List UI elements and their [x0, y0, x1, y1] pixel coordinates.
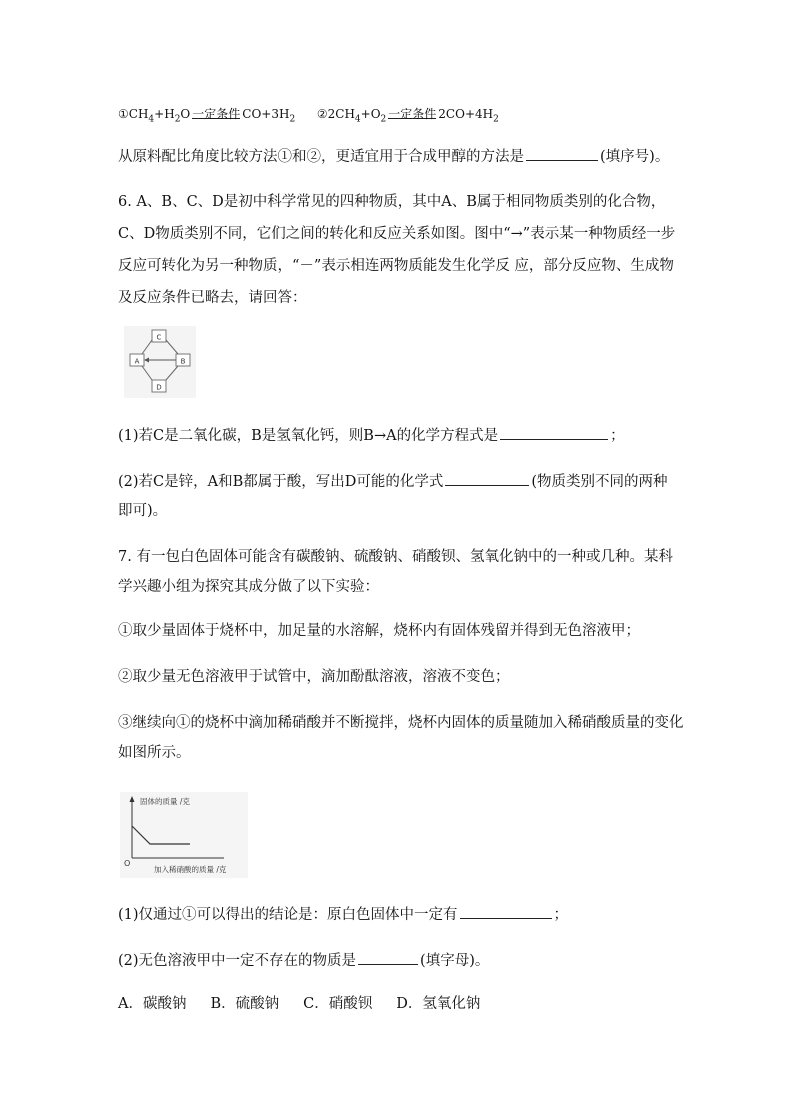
q7-sub2-blank[interactable] — [358, 950, 418, 965]
x-axis-label: 加入稀硝酸的质量 /克 — [154, 865, 227, 874]
option-d[interactable]: D．氢氧化钠 — [396, 996, 481, 1012]
label-c: C — [156, 333, 162, 342]
q6-sub2-line2: 即可)。 — [118, 503, 168, 519]
q6-sub2-blank[interactable] — [445, 471, 529, 486]
q5-answer-blank[interactable] — [526, 146, 598, 161]
q7-options — [118, 994, 480, 1014]
label-a: A — [134, 357, 140, 366]
q7-step-1: ①取少量固体于烧杯中，加足量的水溶解，烧杯内有固体残留并得到无色溶液甲； — [118, 623, 640, 639]
q6-sub2: (2)若C是锌，A和B都属于酸，写出D可能的化学式 (物质类别不同的两种 — [118, 471, 668, 492]
equation-line: $①CH_4+H_2O$ 一定条件 $CO+3H_2$ $②2CH_4+O_2$ 一定条件 $2CO+4H_2$ — [118, 107, 499, 125]
q7-step-2: ②取少量无色溶液甲于试管中，滴加酚酞溶液，溶液不变色； — [118, 669, 510, 685]
y-axis-label: 固体的质量 /克 — [140, 797, 190, 806]
eq2-condition: 一定条件 — [388, 107, 437, 121]
option-b[interactable]: B．硫酸钠 — [210, 996, 280, 1012]
q7-mass-graph — [120, 792, 248, 878]
q7-sub1: (1)仅通过①可以得出的结论是：原白色固体中一定有 ； — [118, 904, 568, 925]
q7-sub2: (2)无色溶液甲中一定不存在的物质是 (填字母)。 — [118, 950, 489, 971]
label-d: D — [156, 383, 162, 392]
q7-sub1-blank[interactable] — [460, 904, 552, 919]
eq1-prefix: ① — [118, 107, 129, 121]
option-a[interactable]: A．碳酸钠 — [118, 996, 187, 1012]
q7-step-3b: 如图所示。 — [118, 745, 191, 761]
q7-line-2: 学兴趣小组为探究其成分做了以下实验： — [118, 579, 379, 595]
q6-line-1: 6. A、B、C、D是初中科学常见的四种物质，其中A、B属于相同物质类别的化合物， — [118, 194, 666, 210]
q6-line-3: 反应可转化为另一种物质，“－”表示相连两物质能发生化学反 应，部分反应物、生成物 — [118, 258, 674, 274]
option-c[interactable]: C．硝酸钡 — [303, 996, 373, 1012]
q5-question: 从原料配比角度比较方法①和②，更适宜用于合成甲醇的方法是 (填序号)。 — [118, 146, 669, 167]
q7-step-3a: ③继续向①的烧杯中滴加稀硝酸并不断搅拌，烧杯内固体的质量随加入稀硝酸质量的变化 — [118, 715, 684, 731]
label-b: B — [180, 357, 186, 366]
eq2-prefix: ② — [316, 107, 328, 121]
q6-relation-diagram — [124, 326, 196, 398]
q6-sub1-blank[interactable] — [500, 425, 608, 440]
eq1-condition: 一定条件 — [192, 107, 241, 121]
origin-label: O — [124, 859, 131, 868]
q6-line-4: 及反应条件已略去，请回答： — [118, 290, 307, 306]
q6-line-2: C、D物质类别不同，它们之间的转化和反应关系如图。图中“→”表示某一种物质经一步 — [118, 226, 676, 242]
q6-sub1: (1)若C是二氧化碳，B是氢氧化钙，则B→A的化学方程式是 ； — [118, 425, 625, 446]
q7-line-1: 7. 有一包白色固体可能含有碳酸钠、硫酸钠、硝酸钡、氢氧化钠中的一种或几种。某科 — [118, 549, 673, 565]
